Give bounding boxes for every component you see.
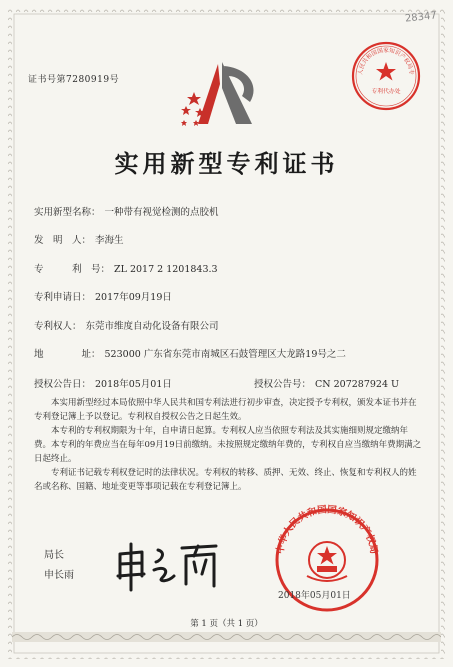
field-value: 523000 广东省东莞市南城区石鼓管理区大龙路19号之二 <box>104 349 346 360</box>
field-value: 李海生 <box>95 235 124 246</box>
field-value: ZL 2017 2 1201843.3 <box>114 264 218 275</box>
field-label: 发 明 人： <box>34 235 92 246</box>
field-value: 一种带有视觉检测的点胶机 <box>104 207 219 218</box>
field-value: 2017年09月19日 <box>95 292 172 303</box>
grant-date-value: 2018年05月01日 <box>95 379 172 390</box>
field-address <box>34 346 346 360</box>
officer-signature <box>112 536 232 594</box>
field-application-date <box>34 289 172 303</box>
field-label: 地 址： <box>34 349 101 360</box>
agency-seal-inner: 专利代办处 <box>371 89 401 95</box>
handwritten-note: 28347 <box>404 10 438 25</box>
paragraph-grant-decision: 本实用新型经过本局依照中华人民共和国专利法进行初步审查，决定授予专利权，颁发本证书并在专利登记簿上予以登记。专利权自授权公告之日起生效。 <box>34 398 417 422</box>
field-label: 专 利 号： <box>34 264 111 275</box>
bottom-decorative-strip <box>12 632 441 642</box>
officer-name: 申长雨 <box>44 570 74 581</box>
grant-date <box>34 376 172 390</box>
page-footer: 第 1 页（共 1 页） <box>190 619 263 629</box>
field-utility-model-name <box>34 204 219 218</box>
field-inventor <box>34 232 124 246</box>
field-value: 东莞市维度自动化设备有限公司 <box>85 321 219 332</box>
field-label: 实用新型名称： <box>34 207 101 218</box>
agency-seal-text: 人民共和国国家知识产权局专 <box>357 48 415 76</box>
field-label: 专利申请日： <box>34 292 92 303</box>
national-seal-text: 中华人民共和国国家知识产权局 <box>274 504 380 555</box>
grant-number-value: CN 207287924 U <box>315 379 400 390</box>
officer-title: 局长 <box>44 550 64 561</box>
paragraph-term-and-fees: 本专利的专利权期限为十年，自申请日起算。专利权人应当依照专利法及其实施细则规定缴纳年费。本专利的年费应当在每年09月19日前缴纳。未按照规定缴纳年费的，专利权自应当缴纳年费期满之日起终止。 <box>34 426 422 464</box>
field-patent-number <box>34 261 218 275</box>
grant-number-label: 授权公告号： <box>254 379 312 390</box>
cnipa-logo-emblem <box>178 58 264 130</box>
field-patentee <box>34 318 219 332</box>
certificate-number: 证书号第7280919号 <box>28 75 120 85</box>
field-label: 专利权人： <box>34 321 82 332</box>
seal-date: 2018年05月01日 <box>278 591 351 601</box>
grant-date-label: 授权公告日： <box>34 379 92 390</box>
grant-number <box>254 376 399 390</box>
certificate-title: 实用新型专利证书 <box>114 149 339 178</box>
paragraph-legal-status: 专利证书记载专利权登记时的法律状况。专利权的转移、质押、无效、终止、恢复和专利权人的姓名或名称、国籍、地址变更等事项记载在专利登记簿上。 <box>34 468 417 492</box>
agency-seal <box>350 40 422 112</box>
